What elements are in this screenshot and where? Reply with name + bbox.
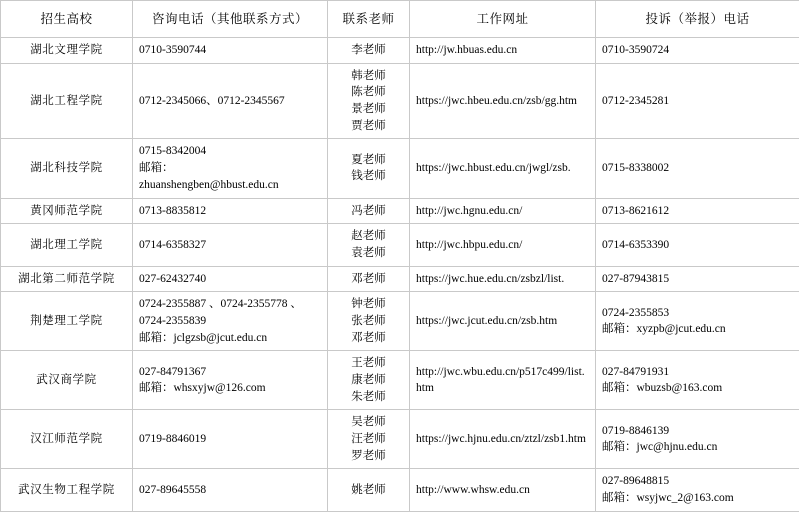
- cell-teacher: [328, 266, 410, 292]
- cell-teacher: [328, 351, 410, 410]
- cell-website: [410, 266, 596, 292]
- cell-teacher-line: 夏老师: [334, 152, 403, 169]
- table-row: [1, 198, 799, 224]
- cell-website: [410, 292, 596, 351]
- cell-website-line: http://jwc.hgnu.edu.cn/: [416, 203, 589, 220]
- cell-teacher-line: 康老师: [334, 372, 403, 389]
- cell-report-phone: [596, 139, 799, 198]
- cell-report-phone-line: 0719-8846139: [602, 423, 793, 440]
- cell-school: [1, 292, 133, 351]
- cell-phone-line: 0715-8342004: [139, 143, 321, 160]
- cell-website-line: http://jwc.wbu.edu.cn/p517c499/list.htm: [416, 364, 589, 397]
- cell-report-phone: [596, 63, 799, 139]
- cell-website: [410, 38, 596, 64]
- column-header-teacher: 联系老师: [328, 1, 410, 38]
- cell-phone-line: 0724-2355887 、0724-2355778 、: [139, 296, 321, 313]
- table-row: [1, 224, 799, 266]
- cell-teacher-line: 钟老师: [334, 296, 403, 313]
- cell-phone-line: 027-89645558: [139, 482, 321, 499]
- cell-phone-line: 0719-8846019: [139, 431, 321, 448]
- cell-report-phone: [596, 38, 799, 64]
- cell-teacher: [328, 198, 410, 224]
- cell-phone: [133, 198, 328, 224]
- cell-school-line: 武汉生物工程学院: [7, 482, 126, 499]
- cell-website-line: http://jwc.hbpu.edu.cn/: [416, 237, 589, 254]
- table-body: [1, 38, 799, 511]
- cell-teacher: [328, 63, 410, 139]
- cell-teacher-line: 景老师: [334, 101, 403, 118]
- cell-website-line: https://jwc.hjnu.edu.cn/ztzl/zsb1.htm: [416, 431, 589, 448]
- cell-report-phone: [596, 292, 799, 351]
- cell-school-line: 荆楚理工学院: [7, 313, 126, 330]
- cell-school: [1, 224, 133, 266]
- table-row: [1, 292, 799, 351]
- cell-school-line: 汉江师范学院: [7, 431, 126, 448]
- cell-school: [1, 410, 133, 469]
- cell-phone-line: 邮箱：whsxyjw@126.com: [139, 380, 321, 397]
- cell-school: [1, 38, 133, 64]
- cell-teacher: [328, 469, 410, 511]
- cell-report-phone-line: 027-89648815: [602, 473, 793, 490]
- cell-teacher-line: 钱老师: [334, 168, 403, 185]
- table-row: [1, 469, 799, 511]
- table-row: [1, 351, 799, 410]
- cell-phone: [133, 38, 328, 64]
- cell-teacher: [328, 38, 410, 64]
- cell-phone-line: 0710-3590744: [139, 42, 321, 59]
- cell-phone: [133, 224, 328, 266]
- cell-school-line: 黄冈师范学院: [7, 203, 126, 220]
- column-header-school: 招生高校: [1, 1, 133, 38]
- cell-teacher-line: 袁老师: [334, 245, 403, 262]
- cell-phone: [133, 410, 328, 469]
- cell-website: [410, 139, 596, 198]
- cell-report-phone: [596, 224, 799, 266]
- cell-report-phone: [596, 198, 799, 224]
- cell-website: [410, 224, 596, 266]
- cell-report-phone-line: 邮箱：jwc@hjnu.edu.cn: [602, 439, 793, 456]
- cell-teacher-line: 冯老师: [334, 203, 403, 220]
- cell-teacher: [328, 139, 410, 198]
- cell-phone: [133, 266, 328, 292]
- table-row: [1, 63, 799, 139]
- cell-phone: [133, 351, 328, 410]
- cell-website: [410, 410, 596, 469]
- cell-school-line: 武汉商学院: [7, 372, 126, 389]
- cell-phone: [133, 469, 328, 511]
- cell-report-phone-line: 0713-8621612: [602, 203, 793, 220]
- cell-report-phone-line: 027-87943815: [602, 271, 793, 288]
- cell-teacher-line: 王老师: [334, 355, 403, 372]
- table-header: [1, 1, 799, 38]
- table-row: [1, 410, 799, 469]
- cell-school: [1, 198, 133, 224]
- cell-school-line: 湖北工程学院: [7, 93, 126, 110]
- cell-teacher-line: 张老师: [334, 313, 403, 330]
- cell-phone-line: 027-84791367: [139, 364, 321, 381]
- cell-report-phone-line: 邮箱：xyzpb@jcut.edu.cn: [602, 321, 793, 338]
- column-header-report-phone: 投诉（举报）电话: [596, 1, 799, 38]
- cell-report-phone-line: 0710-3590724: [602, 42, 793, 59]
- cell-teacher-line: 汪老师: [334, 431, 403, 448]
- column-header-phone: 咨询电话（其他联系方式）: [133, 1, 328, 38]
- cell-report-phone: [596, 266, 799, 292]
- cell-website: [410, 469, 596, 511]
- cell-phone-line: 027-62432740: [139, 271, 321, 288]
- cell-teacher-line: 罗老师: [334, 448, 403, 465]
- cell-teacher-line: 陈老师: [334, 84, 403, 101]
- cell-phone: [133, 292, 328, 351]
- cell-school-line: 湖北科技学院: [7, 160, 126, 177]
- cell-teacher-line: 邓老师: [334, 271, 403, 288]
- cell-website-line: http://jw.hbuas.edu.cn: [416, 42, 589, 59]
- cell-website-line: http://www.whsw.edu.cn: [416, 482, 589, 499]
- cell-report-phone: [596, 351, 799, 410]
- cell-phone-line: zhuanshengben@hbust.edu.cn: [139, 177, 321, 194]
- cell-teacher: [328, 292, 410, 351]
- cell-phone: [133, 63, 328, 139]
- table-row: [1, 139, 799, 198]
- cell-report-phone-line: 0724-2355853: [602, 305, 793, 322]
- cell-school: [1, 139, 133, 198]
- cell-website: [410, 63, 596, 139]
- cell-school: [1, 351, 133, 410]
- cell-teacher-line: 姚老师: [334, 482, 403, 499]
- cell-phone-line: 0713-8835812: [139, 203, 321, 220]
- cell-phone-line: 邮箱：jclgzsb@jcut.edu.cn: [139, 330, 321, 347]
- cell-teacher-line: 朱老师: [334, 389, 403, 406]
- cell-report-phone-line: 0715-8338002: [602, 160, 793, 177]
- cell-teacher-line: 邓老师: [334, 330, 403, 347]
- cell-report-phone-line: 027-84791931: [602, 364, 793, 381]
- column-header-website: 工作网址: [410, 1, 596, 38]
- cell-report-phone-line: 0714-6353390: [602, 237, 793, 254]
- cell-school-line: 湖北理工学院: [7, 237, 126, 254]
- cell-website-line: https://jwc.hbust.edu.cn/jwgl/zsb.: [416, 160, 589, 177]
- cell-teacher: [328, 224, 410, 266]
- cell-website: [410, 351, 596, 410]
- table-row: [1, 266, 799, 292]
- cell-teacher-line: 韩老师: [334, 68, 403, 85]
- cell-website-line: https://jwc.jcut.edu.cn/zsb.htm: [416, 313, 589, 330]
- cell-teacher: [328, 410, 410, 469]
- cell-website-line: https://jwc.hbeu.edu.cn/zsb/gg.htm: [416, 93, 589, 110]
- cell-report-phone-line: 0712-2345281: [602, 93, 793, 110]
- cell-school: [1, 266, 133, 292]
- cell-report-phone: [596, 469, 799, 511]
- cell-report-phone-line: 邮箱：wbuzsb@163.com: [602, 380, 793, 397]
- cell-phone: [133, 139, 328, 198]
- cell-website-line: https://jwc.hue.edu.cn/zsbzl/list.: [416, 271, 589, 288]
- cell-report-phone: [596, 410, 799, 469]
- cell-school: [1, 469, 133, 511]
- cell-report-phone-line: 邮箱：wsyjwc_2@163.com: [602, 490, 793, 507]
- cell-school-line: 湖北文理学院: [7, 42, 126, 59]
- cell-school-line: 湖北第二师范学院: [7, 271, 126, 288]
- cell-phone-line: 0724-2355839: [139, 313, 321, 330]
- cell-teacher-line: 贾老师: [334, 118, 403, 135]
- table-header-row: [1, 1, 799, 38]
- cell-website: [410, 198, 596, 224]
- cell-phone-line: 0712-2345066、0712-2345567: [139, 93, 321, 110]
- cell-teacher-line: 赵老师: [334, 228, 403, 245]
- cell-teacher-line: 李老师: [334, 42, 403, 59]
- cell-teacher-line: 吴老师: [334, 414, 403, 431]
- cell-phone-line: 邮箱：: [139, 160, 321, 177]
- cell-school: [1, 63, 133, 139]
- cell-phone-line: 0714-6358327: [139, 237, 321, 254]
- table-row: [1, 38, 799, 64]
